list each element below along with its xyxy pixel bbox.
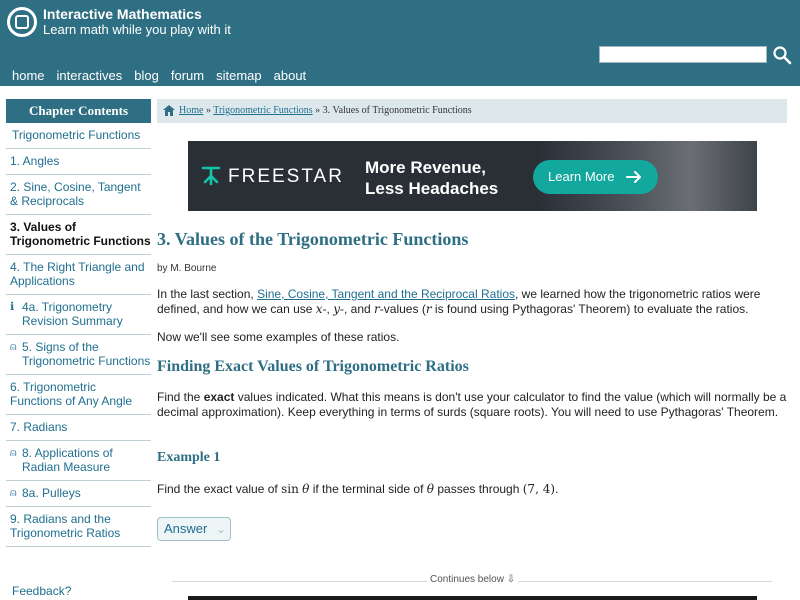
math-theta: θ (426, 482, 435, 496)
sine-cosine-link[interactable]: Sine, Cosine, Tangent and the Reciprocal Ratios (257, 287, 515, 301)
ad-brand: FREESTAR (228, 166, 344, 187)
mouse-icon: ⍝ (10, 487, 17, 499)
chevron-down-icon: ⌄ (215, 522, 226, 536)
sidebar-item-radians[interactable] (6, 415, 151, 441)
answer-label: Answer (164, 521, 208, 536)
sidebar-item-label: 6. Trigonometric Functions of Any Angle (10, 380, 133, 408)
text: , we learned how the trigonometric ratios were defined, and how we can use (157, 287, 761, 316)
breadcrumb-current: 3. Values of Trigonometric Functions (322, 105, 472, 116)
site-tagline: Learn math while you play with it (43, 22, 231, 37)
sidebar-item-radians-ratios[interactable] (6, 507, 151, 547)
math-sin: sin (281, 482, 299, 496)
byline: by M. Bourne (157, 263, 217, 274)
nav-home[interactable]: home (12, 68, 45, 83)
sidebar-item-signs[interactable] (6, 335, 151, 375)
text: Find the exact value of (157, 482, 282, 496)
site-header (0, 0, 800, 86)
sidebar-item-any-angle[interactable] (6, 375, 151, 415)
intro-paragraph (157, 287, 787, 317)
math-x: x (315, 302, 323, 316)
text: if the terminal side of (309, 482, 427, 496)
example-question (157, 482, 787, 497)
nav-sitemap[interactable]: sitemap (216, 68, 262, 83)
section-heading: Finding Exact Values of Trigonometric Ratios (157, 358, 469, 375)
sidebar-item-label: 5. Signs of the Trigonometric Functions (22, 340, 151, 368)
home-icon[interactable] (163, 105, 175, 116)
divider-line (172, 581, 427, 582)
sidebar-heading: Chapter Contents (6, 99, 151, 123)
breadcrumb-separator: » (312, 105, 323, 116)
sidebar-item-label: 9. Radians and the Trigonometric Ratios (10, 512, 121, 540)
page-title: 3. Values of the Trigonometric Functions (157, 229, 469, 249)
info-icon: ℹ (10, 301, 15, 313)
chapter-sidebar (6, 99, 151, 547)
mouse-icon: ⍝ (10, 447, 17, 459)
text: is found using Pythagoras' Theorem) to evaluate the ratios. (431, 302, 749, 316)
ad-cta-label: Learn More (548, 169, 615, 184)
text: -, (322, 302, 334, 316)
sidebar-item-right-triangle[interactable] (6, 255, 151, 295)
bottom-ad-banner[interactable] (188, 596, 757, 600)
answer-button[interactable] (157, 517, 231, 541)
sidebar-item-label: 4. The Right Triangle and Applications (10, 260, 145, 288)
ad-cta-button[interactable] (533, 160, 658, 194)
main-nav (12, 68, 306, 83)
sidebar-item-label: 7. Radians (10, 420, 68, 434)
sidebar-item-label: 8. Applications of Radian Measure (22, 446, 113, 474)
text: passes through (434, 482, 523, 496)
math-y: y (333, 302, 341, 316)
divider-line (517, 581, 772, 582)
sidebar-item-angles[interactable] (6, 149, 151, 175)
site-title[interactable]: Interactive Mathematics (43, 6, 202, 22)
breadcrumb-separator: » (203, 105, 214, 116)
continues-divider (172, 574, 772, 588)
math-theta: θ (302, 482, 310, 496)
exact-values-paragraph (157, 390, 787, 420)
sidebar-item-label: 8a. Pulleys (22, 486, 81, 500)
sidebar-item-radian-applications[interactable] (6, 441, 151, 481)
math-point: (7, 4) (522, 482, 556, 496)
text: Find the (157, 390, 204, 404)
sidebar-item-label: 2. Sine, Cosine, Tangent & Reciprocals (10, 180, 141, 208)
nav-about[interactable]: about (273, 68, 307, 83)
breadcrumb-section[interactable]: Trigonometric Functions (213, 105, 313, 116)
mouse-icon: ⍝ (10, 341, 17, 353)
search-input[interactable] (599, 46, 767, 63)
arrow-right-icon (626, 171, 642, 183)
breadcrumb (157, 99, 787, 123)
example-heading: Example 1 (157, 450, 221, 465)
sidebar-item-revision-summary[interactable] (6, 295, 151, 335)
freestar-logo-icon (200, 165, 222, 187)
sidebar-item-values-current[interactable] (6, 215, 151, 255)
sidebar-item-sine-cosine-tangent[interactable] (6, 175, 151, 215)
continues-below-text: Continues below ⇩ (427, 574, 518, 585)
math-r: r (374, 302, 380, 316)
sidebar-item-label: 1. Angles (10, 154, 60, 168)
nav-blog[interactable]: blog (134, 68, 159, 83)
emphasis: exact (203, 390, 235, 404)
text: values indicated. What this means is don't use your calculator to find the value (which will normally be a decimal approximation). Keep everything in terms of surds (square roots). You will need to use Pythagoras' Theorem. (157, 390, 787, 419)
sidebar-item-label: 3. Values of Trigonometric Functions (10, 220, 151, 248)
nav-interactives[interactable]: interactives (56, 68, 123, 83)
text: . (555, 482, 559, 496)
math-r: r (425, 302, 432, 316)
text: -, and (340, 302, 375, 316)
ad-banner[interactable] (188, 141, 757, 211)
sidebar-item-label: 4a. Trigonometry Revision Summary (22, 300, 123, 328)
text: In the last section, (157, 287, 258, 301)
feedback-link[interactable]: Feedback? (12, 584, 72, 598)
breadcrumb-home[interactable]: Home (179, 105, 204, 116)
sidebar-item-pulleys[interactable] (6, 481, 151, 507)
nav-forum[interactable]: forum (170, 68, 205, 83)
site-logo-icon[interactable] (7, 7, 37, 37)
sidebar-item-label: Trigonometric Functions (12, 128, 141, 142)
ad-headline-line: Less Headaches (365, 179, 499, 198)
examples-intro: Now we'll see some examples of these ratios. (157, 330, 400, 344)
ad-headline (365, 157, 498, 199)
sidebar-list (6, 123, 151, 547)
search-icon[interactable] (772, 45, 792, 65)
text: -values ( (379, 302, 426, 316)
sidebar-item-trigonometric-functions[interactable] (6, 123, 151, 149)
ad-headline-line: More Revenue, (365, 158, 486, 177)
